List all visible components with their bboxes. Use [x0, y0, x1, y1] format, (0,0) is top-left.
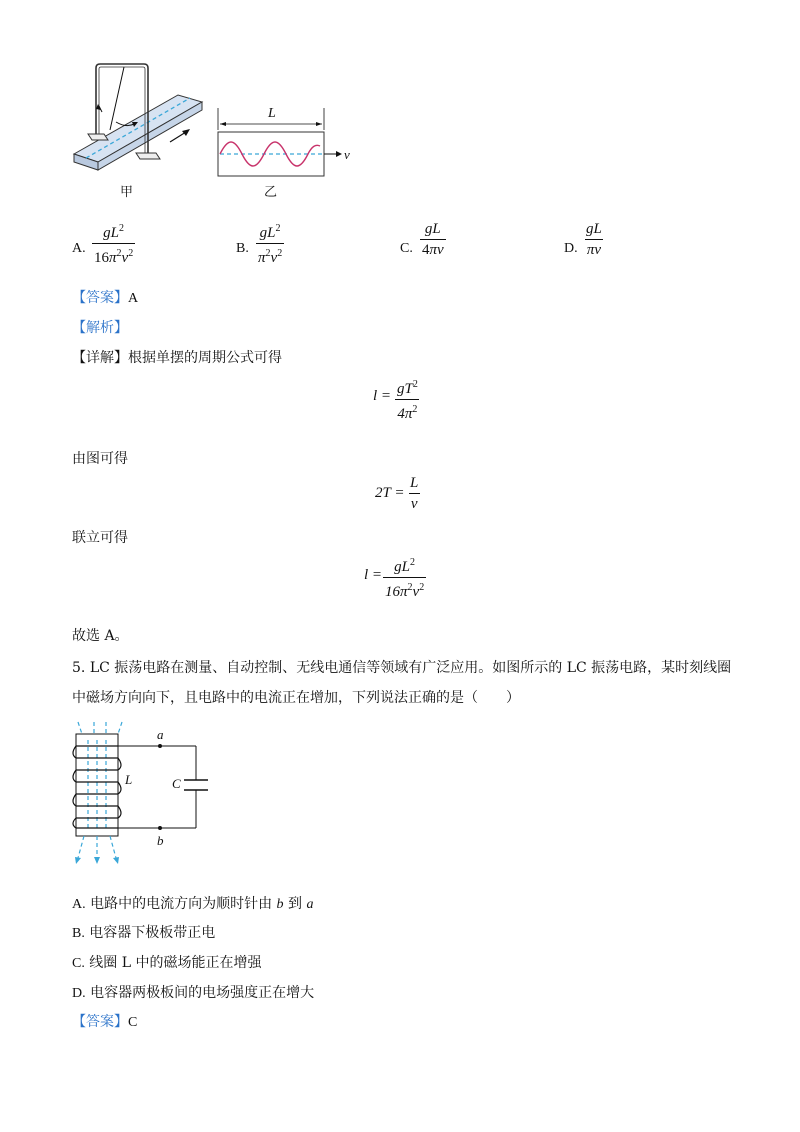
eq1-fraction: $\frac{gT^2}{4\pi^2}$ — [397, 379, 418, 422]
lc-circuit-diagram — [66, 718, 216, 866]
eq1-lhs: l = — [373, 388, 392, 404]
lc-label-a: a — [157, 727, 164, 742]
q5-option-a: A. 电路中的电流方向为顺时针由 b 到 a — [72, 896, 314, 912]
eq3-fraction: $\frac{gL^2}{16\pi^2v^2}$ — [385, 557, 425, 600]
q4-conclusion: 故选 A。 — [72, 628, 129, 644]
eq2-fraction: $\frac{L}{v}$ — [410, 475, 419, 512]
q4-option-d-fraction: $\frac{gL}{\pi v}$ — [586, 221, 602, 258]
figure-jia-diagram — [70, 60, 210, 175]
q4-answer: 【答案】A — [72, 290, 139, 306]
q5-option-b: B. 电容器下极板带正电 — [72, 925, 216, 941]
q4-option-b-fraction: $\frac{gL^2}{\pi^2v^2}$ — [258, 223, 283, 266]
figure-yi-diagram — [212, 100, 362, 180]
q4-analysis-tag: 【解析】 — [72, 320, 128, 336]
q5-stem-line2: 中磁场方向向下，且电路中的电流正在增加，下列说法正确的是（ ） — [72, 690, 520, 706]
q5-option-c: C. 线圈 L 中的磁场能正在增强 — [72, 955, 262, 971]
figure-jia-label: 甲 — [120, 185, 134, 200]
lc-label-b: b — [157, 833, 164, 848]
q5-option-d: D. 电容器两极板间的电场强度正在增大 — [72, 985, 315, 1001]
figure-yi-velocity-label: v — [344, 147, 350, 162]
q4-option-c-fraction: $\frac{gL}{4\pi v}$ — [422, 221, 444, 258]
lc-label-L: L — [125, 772, 133, 787]
eq2-lhs: 2T = — [375, 485, 405, 501]
q4-detail-line2: 由图可得 — [72, 451, 128, 467]
figure-yi-label: 乙 — [264, 185, 278, 200]
figure-yi-length-label: L — [268, 106, 276, 121]
eq3-lhs: l = — [364, 567, 383, 583]
lc-label-C: C — [172, 776, 181, 791]
q5-stem-line1: 5. LC 振荡电路在测量、自动控制、无线电通信等领域有广泛应用。如图所示的 LC 振荡电路，某时刻线圈 — [72, 660, 732, 676]
q4-option-a-fraction: $\frac{gL^2}{16\pi^2v^2}$ — [94, 223, 134, 266]
q5-answer: 【答案】C — [72, 1014, 138, 1030]
q4-detail-line1: 【详解】根据单摆的周期公式可得 — [72, 350, 282, 366]
q4-detail-line3: 联立可得 — [72, 530, 128, 546]
